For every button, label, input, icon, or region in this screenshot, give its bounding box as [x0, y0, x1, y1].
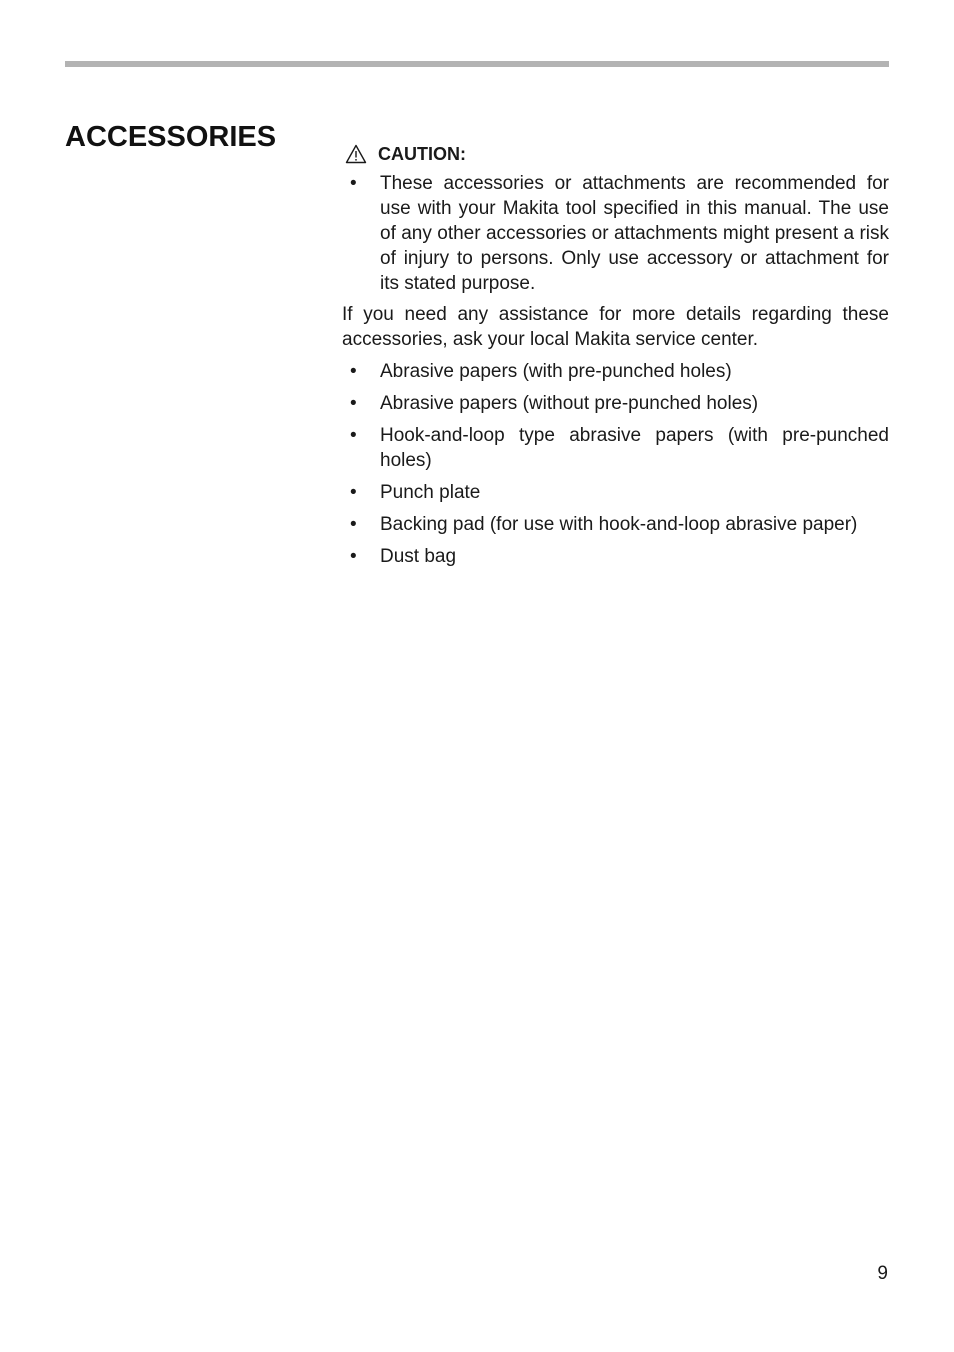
accessory-item: Backing pad (for use with hook-and-loop abrasive paper) [380, 514, 858, 535]
warning-triangle-icon [345, 144, 367, 164]
section-title: ACCESSORIES [65, 121, 277, 153]
intro-paragraph: If you need any assistance for more details regarding these accessories, ask your local Makita service center. [342, 304, 889, 350]
list-item [342, 512, 889, 537]
accessory-item: Abrasive papers (without pre-punched holes) [380, 393, 759, 414]
accessory-item: Punch plate [380, 482, 481, 503]
accessories-list [342, 359, 889, 569]
bullet-icon: • [350, 546, 357, 567]
page-number: 9 [877, 1263, 888, 1284]
caution-label: CAUTION: [378, 143, 466, 164]
caution-header [342, 141, 889, 167]
bullet-icon: • [350, 482, 357, 503]
caution-text: These accessories or attachments are recommended for use with your Makita tool specified in this manual. The use of any other accessories or attachments might present a risk of injury to persons. Only use accessory or attachment for its stated purpose. [380, 173, 889, 294]
list-item [342, 423, 889, 473]
list-item [342, 171, 889, 296]
accessory-item: Hook-and-loop type abrasive papers (with pre-punched holes) [380, 425, 889, 471]
bullet-icon: • [350, 173, 357, 194]
main-content [342, 141, 889, 576]
list-item [342, 359, 889, 384]
bullet-icon: • [350, 514, 357, 535]
caution-list [342, 171, 889, 296]
top-rule [65, 61, 889, 67]
accessory-item: Dust bag [380, 546, 457, 567]
list-item [342, 391, 889, 416]
list-item [342, 544, 889, 569]
bullet-icon: • [350, 361, 357, 382]
accessory-item: Abrasive papers (with pre-punched holes) [380, 361, 732, 382]
bullet-icon: • [350, 393, 357, 414]
list-item [342, 480, 889, 505]
bullet-icon: • [350, 425, 357, 446]
